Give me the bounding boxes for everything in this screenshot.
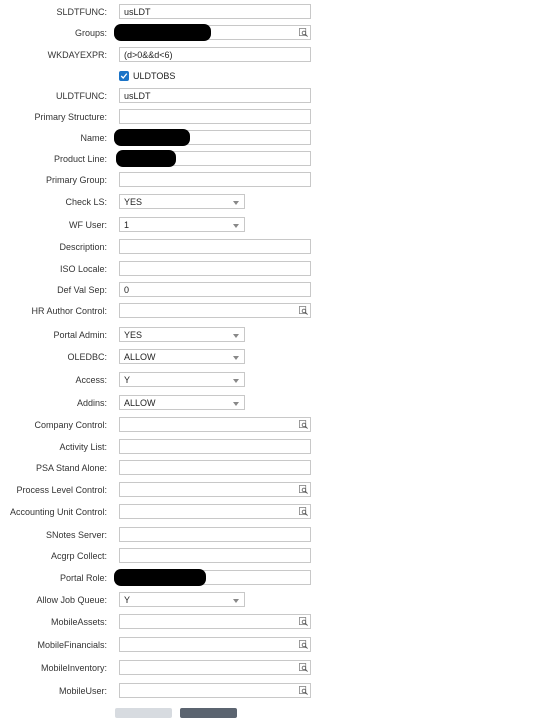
mobile-user-input[interactable]	[119, 683, 311, 698]
oledbc-label: OLEDBC:	[67, 352, 107, 362]
mobile-assets-input[interactable]	[119, 614, 311, 629]
portal-admin-value: YES	[124, 330, 143, 340]
chevron-down-icon	[233, 201, 239, 205]
process-level-control-label: Process Level Control:	[16, 485, 107, 495]
lookup-icon[interactable]	[299, 28, 308, 37]
check-ls-label: Check LS:	[65, 197, 107, 207]
uldtobs-label: ULDTOBS	[133, 71, 176, 81]
mobile-inventory-input[interactable]	[119, 660, 311, 675]
psa-stand-alone-input[interactable]	[119, 460, 311, 475]
company-control-input[interactable]	[119, 417, 311, 432]
access-label: Access:	[75, 375, 107, 385]
psa-stand-alone-label: PSA Stand Alone:	[35, 463, 107, 473]
activity-list-label: Activity List:	[59, 442, 107, 452]
chevron-down-icon	[233, 334, 239, 338]
allow-job-queue-select[interactable]	[119, 592, 245, 607]
mobile-user-label: MobileUser:	[58, 686, 107, 696]
iso-locale-label: ISO Locale:	[59, 264, 107, 274]
chevron-down-icon	[233, 599, 239, 603]
description-input[interactable]	[119, 239, 311, 254]
snotes-server-input[interactable]	[119, 527, 311, 542]
redaction-block	[114, 129, 190, 146]
uldtobs-checkbox[interactable]	[119, 71, 129, 81]
uldtfunc-input[interactable]: usLDT	[119, 88, 311, 103]
acgrp-collect-input[interactable]	[119, 548, 311, 563]
portal-admin-label: Portal Admin:	[53, 330, 107, 340]
mobile-financials-input[interactable]	[119, 637, 311, 652]
allow-job-queue-label: Allow Job Queue:	[36, 595, 107, 605]
sldtfunc-input[interactable]: usLDT	[119, 4, 311, 19]
hr-author-control-label: HR Author Control:	[31, 306, 107, 316]
iso-locale-input[interactable]	[119, 261, 311, 276]
redaction-block	[114, 24, 211, 41]
lookup-icon[interactable]	[299, 420, 308, 429]
lookup-icon[interactable]	[299, 663, 308, 672]
chevron-down-icon	[233, 402, 239, 406]
chevron-down-icon	[233, 224, 239, 228]
primary-button[interactable]	[180, 708, 237, 718]
name-label: Name:	[80, 133, 107, 143]
addins-label: Addins:	[76, 398, 107, 408]
addins-select[interactable]	[119, 395, 245, 410]
check-ls-select[interactable]	[119, 194, 245, 209]
uldtfunc-label: ULDTFUNC:	[56, 91, 107, 101]
primary-structure-label: Primary Structure:	[34, 112, 107, 122]
wkdayexpr-label: WKDAYEXPR:	[47, 50, 107, 60]
access-select[interactable]	[119, 372, 245, 387]
portal-admin-select[interactable]	[119, 327, 245, 342]
mobile-assets-label: MobileAssets:	[50, 617, 107, 627]
lookup-icon[interactable]	[299, 640, 308, 649]
checkbox-checked-icon	[120, 72, 128, 80]
wf-user-label: WF User:	[69, 220, 107, 230]
activity-list-input[interactable]	[119, 439, 311, 454]
wf-user-select[interactable]	[119, 217, 245, 232]
access-value: Y	[124, 375, 131, 385]
description-label: Description:	[59, 242, 107, 252]
def-val-sep-label: Def Val Sep:	[57, 285, 107, 295]
chevron-down-icon	[233, 379, 239, 383]
mobile-financials-label: MobileFinancials:	[37, 640, 107, 650]
groups-label: Groups:	[74, 28, 107, 38]
oledbc-select[interactable]	[119, 349, 245, 364]
accounting-unit-control-input[interactable]	[119, 504, 311, 519]
lookup-icon[interactable]	[299, 686, 308, 695]
check-ls-value: YES	[124, 197, 143, 207]
lookup-icon[interactable]	[299, 306, 308, 315]
sldtfunc-label: SLDTFUNC:	[56, 7, 107, 17]
redaction-block	[116, 150, 176, 167]
company-control-label: Company Control:	[34, 420, 107, 430]
acgrp-collect-label: Acgrp Collect:	[50, 551, 107, 561]
accounting-unit-control-label: Accounting Unit Control:	[9, 507, 107, 517]
secondary-button[interactable]	[115, 708, 172, 718]
mobile-inventory-label: MobileInventory:	[40, 663, 107, 673]
lookup-icon[interactable]	[299, 485, 308, 494]
oledbc-value: ALLOW	[124, 352, 156, 362]
def-val-sep-input[interactable]: 0	[119, 282, 311, 297]
lookup-icon[interactable]	[299, 507, 308, 516]
primary-group-input[interactable]	[119, 172, 311, 187]
primary-group-label: Primary Group:	[45, 175, 107, 185]
hr-author-control-input[interactable]	[119, 303, 311, 318]
addins-value: ALLOW	[124, 398, 156, 408]
product-line-label: Product Line:	[53, 154, 107, 164]
wkdayexpr-input[interactable]: (d>0&&d<6)	[119, 47, 311, 62]
redaction-block	[114, 569, 206, 586]
allow-job-queue-value: Y	[124, 595, 131, 605]
lookup-icon[interactable]	[299, 617, 308, 626]
chevron-down-icon	[233, 356, 239, 360]
wf-user-value: 1	[124, 220, 130, 230]
snotes-server-label: SNotes Server:	[45, 530, 107, 540]
process-level-control-input[interactable]	[119, 482, 311, 497]
primary-structure-input[interactable]	[119, 109, 311, 124]
portal-role-label: Portal Role:	[59, 573, 107, 583]
